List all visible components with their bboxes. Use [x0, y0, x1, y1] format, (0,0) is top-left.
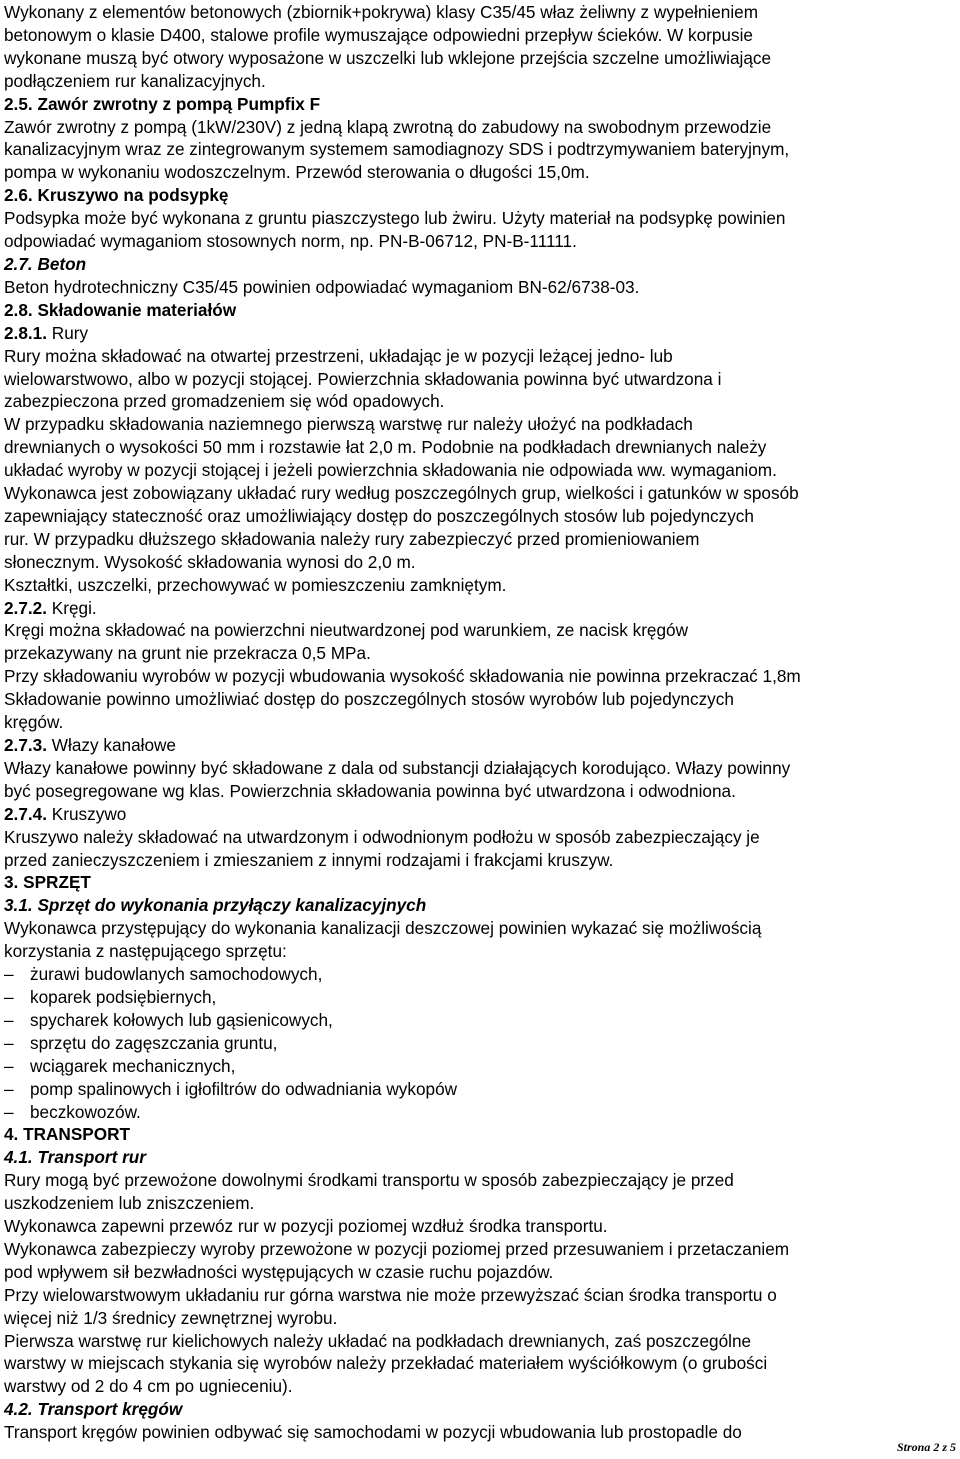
text-run: pompa w wykonaniu wodoszczelnym. Przewód sterowania o długości 15,0m. [4, 162, 590, 183]
text-run: W przypadku składowania naziemnego pierwszą warstwę rur należy ułożyć na podkładach [4, 414, 693, 435]
text-line [4, 116, 956, 139]
text-run: Transport kręgów powinien odbywać się samochodami w pozycji wbudowania lub prostopadle do [4, 1422, 742, 1443]
text-run: słonecznym. Wysokość składowania wynosi do 2,0 m. [4, 551, 416, 572]
text-run: sprzętu do zagęszczania gruntu, [30, 1032, 278, 1053]
text-run: wciągarek mechanicznych, [30, 1055, 236, 1076]
text-line [4, 47, 956, 70]
text-line [4, 917, 956, 940]
text-run: koparek podsiębiernych, [30, 986, 217, 1007]
text-line [4, 390, 956, 413]
document-body [4, 1, 956, 1444]
text-line [4, 1055, 956, 1078]
text-line [4, 803, 956, 826]
list-bullet: – [4, 1032, 14, 1053]
text-run: być posegregowane wg klas. Powierzchnia składowania powinna być utwardzona i odwodniona. [4, 780, 736, 801]
text-run: Kruszywo należy składować na utwardzonym i odwodnionym podłożu w sposób zabezpieczający je [4, 826, 760, 847]
text-line [4, 1238, 956, 1261]
text-run: żurawi budowlanych samochodowych, [30, 964, 323, 985]
text-run: rur. W przypadku dłuższego składowania należy rury zabezpieczyć przed promieniowaniem [4, 528, 700, 549]
text-line [4, 436, 956, 459]
text-line [4, 986, 956, 1009]
text-line [4, 1421, 956, 1444]
text-line [4, 253, 956, 276]
text-run: pod wpływem sił bezwładności występujących w czasie ruchu pojazdów. [4, 1261, 554, 1282]
text-line [4, 894, 956, 917]
text-line [4, 1398, 956, 1421]
text-line [4, 871, 956, 894]
text-line [4, 757, 956, 780]
text-run: uszkodzeniem lub zniszczeniem. [4, 1193, 255, 1214]
text-run: wielowarstwowo, albo w pozycji stojącej. Powierzchnia składowania powinna być utwardzona i [4, 368, 722, 389]
text-line [4, 505, 956, 528]
text-run: 4. TRANSPORT [4, 1124, 131, 1145]
list-bullet: – [4, 964, 14, 985]
text-run: korzystania z następującego sprzętu: [4, 941, 287, 962]
list-bullet: – [4, 1009, 14, 1030]
text-line [4, 551, 956, 574]
page-number: Strona 2 z 5 [896, 1440, 956, 1454]
list-bullet: – [4, 1055, 14, 1076]
text-line [4, 230, 956, 253]
text-run: Wykonawca jest zobowiązany układać rury według poszczególnych grup, wielkości i gatunków w sposób [4, 483, 799, 504]
text-line [4, 711, 956, 734]
text-run: warstwy w miejscach stykania się wyrobów należy przekładać materiałem wyściółkowym (o grubości [4, 1353, 768, 1374]
text-run: pomp spalinowych i igłofiltrów do odwadniania wykopów [30, 1078, 458, 1099]
text-run: kanalizacyjnym wraz ze zintegrowanym systemem samodiagnozy SDS i podtrzymywaniem bateryjnym, [4, 139, 790, 160]
text-line [4, 1192, 956, 1215]
text-run: Włazy kanałowe powinny być składowane z dala od substancji działających korodująco. Włazy powinny [4, 757, 791, 778]
text-line [4, 299, 956, 322]
text-line [4, 1146, 956, 1169]
text-line [4, 1101, 956, 1124]
text-line [4, 619, 956, 642]
text-run: podłączeniem rur kanalizacyjnych. [4, 70, 266, 91]
text-line [4, 345, 956, 368]
text-line [4, 161, 956, 184]
text-line [4, 276, 956, 299]
text-run: Rury mogą być przewożone dowolnymi środkami transportu w sposób zabezpieczający je przed [4, 1170, 734, 1191]
text-run: 2.7.2. [4, 597, 48, 618]
text-run: 3. SPRZĘT [4, 872, 91, 893]
text-run: spycharek kołowych lub gąsienicowych, [30, 1009, 333, 1030]
text-run: Kręgi można składować na powierzchni nieutwardzonej pod warunkiem, ze nacisk kręgów [4, 620, 689, 641]
text-run: 4.2. Transport kręgów [4, 1399, 183, 1420]
text-line [4, 940, 956, 963]
text-run: Wykonawca przystępujący do wykonania kanalizacji deszczowej powinien wykazać się możliwością [4, 918, 762, 939]
text-run: Podsypka może być wykonana z gruntu piaszczystego lub żwiru. Użyty materiał na podsypkę powinien [4, 208, 786, 229]
text-run: Kształtki, uszczelki, przechowywać w pomieszczeniu zamkniętym. [4, 574, 507, 595]
text-line [4, 1009, 956, 1032]
text-run: 2.8. Składowanie materiałów [4, 299, 237, 320]
text-run: Zawór zwrotny z pompą (1kW/230V) z jedną klapą zwrotną do zabudowy na swobodnym przewodzie [4, 116, 772, 137]
text-line [4, 826, 956, 849]
text-run: Przy wielowarstwowym układaniu rur górna warstwa nie może przewyższać ścian środka transportu o [4, 1284, 777, 1305]
text-line [4, 368, 956, 391]
text-line [4, 528, 956, 551]
text-line [4, 322, 956, 345]
text-run: Wykonawca zapewni przewóz rur w pozycji poziomej wzdłuż środka transportu. [4, 1216, 608, 1237]
text-run: Rury [47, 322, 89, 343]
text-line [4, 597, 956, 620]
text-run: odpowiadać wymaganiom stosownych norm, np. PN-B-06712, PN-B-11111. [4, 231, 577, 252]
text-line [4, 184, 956, 207]
text-run: 2.7. Beton [4, 253, 87, 274]
text-line [4, 1330, 956, 1353]
text-run: zapewniający stateczność oraz umożliwiający dostęp do poszczególnych stosów lub pojedynczych [4, 505, 754, 526]
text-line [4, 459, 956, 482]
text-line [4, 413, 956, 436]
list-bullet: – [4, 986, 14, 1007]
text-run: Kruszywo [47, 803, 127, 824]
text-run: warstwy od 2 do 4 cm po ugnieceniu). [4, 1376, 293, 1397]
text-line [4, 665, 956, 688]
text-run: 2.5. Zawór zwrotny z pompą Pumpfix F [4, 93, 321, 114]
text-line [4, 70, 956, 93]
text-run: drewnianych o wysokości 50 mm i rozstawie łat 2,0 m. Podobnie na podkładach drewnianych należy [4, 437, 767, 458]
text-line [4, 642, 956, 665]
text-run: 2.7.4. [4, 803, 48, 824]
text-run: kręgów. [4, 712, 64, 733]
text-line [4, 849, 956, 872]
text-run: Przy składowaniu wyrobów w pozycji wbudowania wysokość składowania nie powinna przekraczać 1,8m [4, 666, 801, 687]
text-run: Wykonany z elementów betonowych (zbiornik+pokrywa) klasy C35/45 właz żeliwny z wypełnieniem [4, 2, 759, 22]
text-line [4, 1284, 956, 1307]
text-run: zabezpieczona przed gromadzeniem się wód opadowych. [4, 391, 445, 412]
text-line [4, 1375, 956, 1398]
text-run: betonowym o klasie D400, stalowe profile wymuszające odpowiedni przepływ ścieków. W korpusie [4, 24, 753, 45]
text-run: układać wyroby w pozycji stojącej i jeżeli powierzchnia składowania nie odpowiada ww. wymaganiom. [4, 460, 777, 481]
text-line [4, 1, 956, 24]
text-run: Składowanie powinno umożliwiać dostęp do poszczególnych stosów wyrobów lub pojedynczych [4, 689, 734, 710]
text-run: Pierwsza warstwę rur kielichowych należy układać na podkładach drewnianych, zaś poszczególne [4, 1330, 752, 1351]
text-run: Wykonawca zabezpieczy wyroby przewożone w pozycji poziomej przed przesuwaniem i przetaczaniem [4, 1238, 790, 1259]
text-line [4, 734, 956, 757]
text-run: wykonane muszą być otwory wyposażone w uszczelki lub wklejone przejścia szczelne umożliwiające [4, 47, 772, 68]
text-line [4, 1032, 956, 1055]
text-line [4, 780, 956, 803]
text-run: Beton hydrotechniczny C35/45 powinien odpowiadać wymaganiom BN-62/6738-03. [4, 276, 640, 297]
list-bullet: – [4, 1078, 14, 1099]
text-line [4, 93, 956, 116]
text-run: 2.7.3. [4, 735, 48, 755]
text-line [4, 24, 956, 47]
text-run: 3.1. Sprzęt do wykonania przyłączy kanalizacyjnych [4, 895, 427, 916]
text-run: przekazywany na grunt nie przekracza 0,5 MPa. [4, 643, 371, 664]
text-run: 2.8.1. [4, 322, 48, 343]
text-line [4, 574, 956, 597]
text-line [4, 1123, 956, 1146]
text-run: Włazy kanałowe [47, 735, 176, 755]
text-line [4, 963, 956, 986]
text-run: przed zanieczyszczeniem i zmieszaniem z innymi rodzajami i frakcjami kruszyw. [4, 849, 614, 870]
text-line [4, 1261, 956, 1284]
text-line [4, 688, 956, 711]
text-line [4, 482, 956, 505]
text-line [4, 1169, 956, 1192]
text-run: Kręgi. [47, 597, 97, 618]
text-run: beczkowozów. [30, 1101, 141, 1122]
text-line [4, 1307, 956, 1330]
text-line [4, 1215, 956, 1238]
text-run: 2.6. Kruszywo na podsypkę [4, 185, 229, 206]
text-run: Rury można składować na otwartej przestrzeni, układając je w pozycji leżącej jedno- lub [4, 345, 673, 366]
text-line [4, 207, 956, 230]
text-line [4, 138, 956, 161]
text-line [4, 1352, 956, 1375]
text-line [4, 1078, 956, 1101]
text-run: więcej niż 1/3 średnicy zewnętrznej wyrobu. [4, 1307, 338, 1328]
text-run: 4.1. Transport rur [4, 1147, 146, 1168]
list-bullet: – [4, 1101, 14, 1122]
